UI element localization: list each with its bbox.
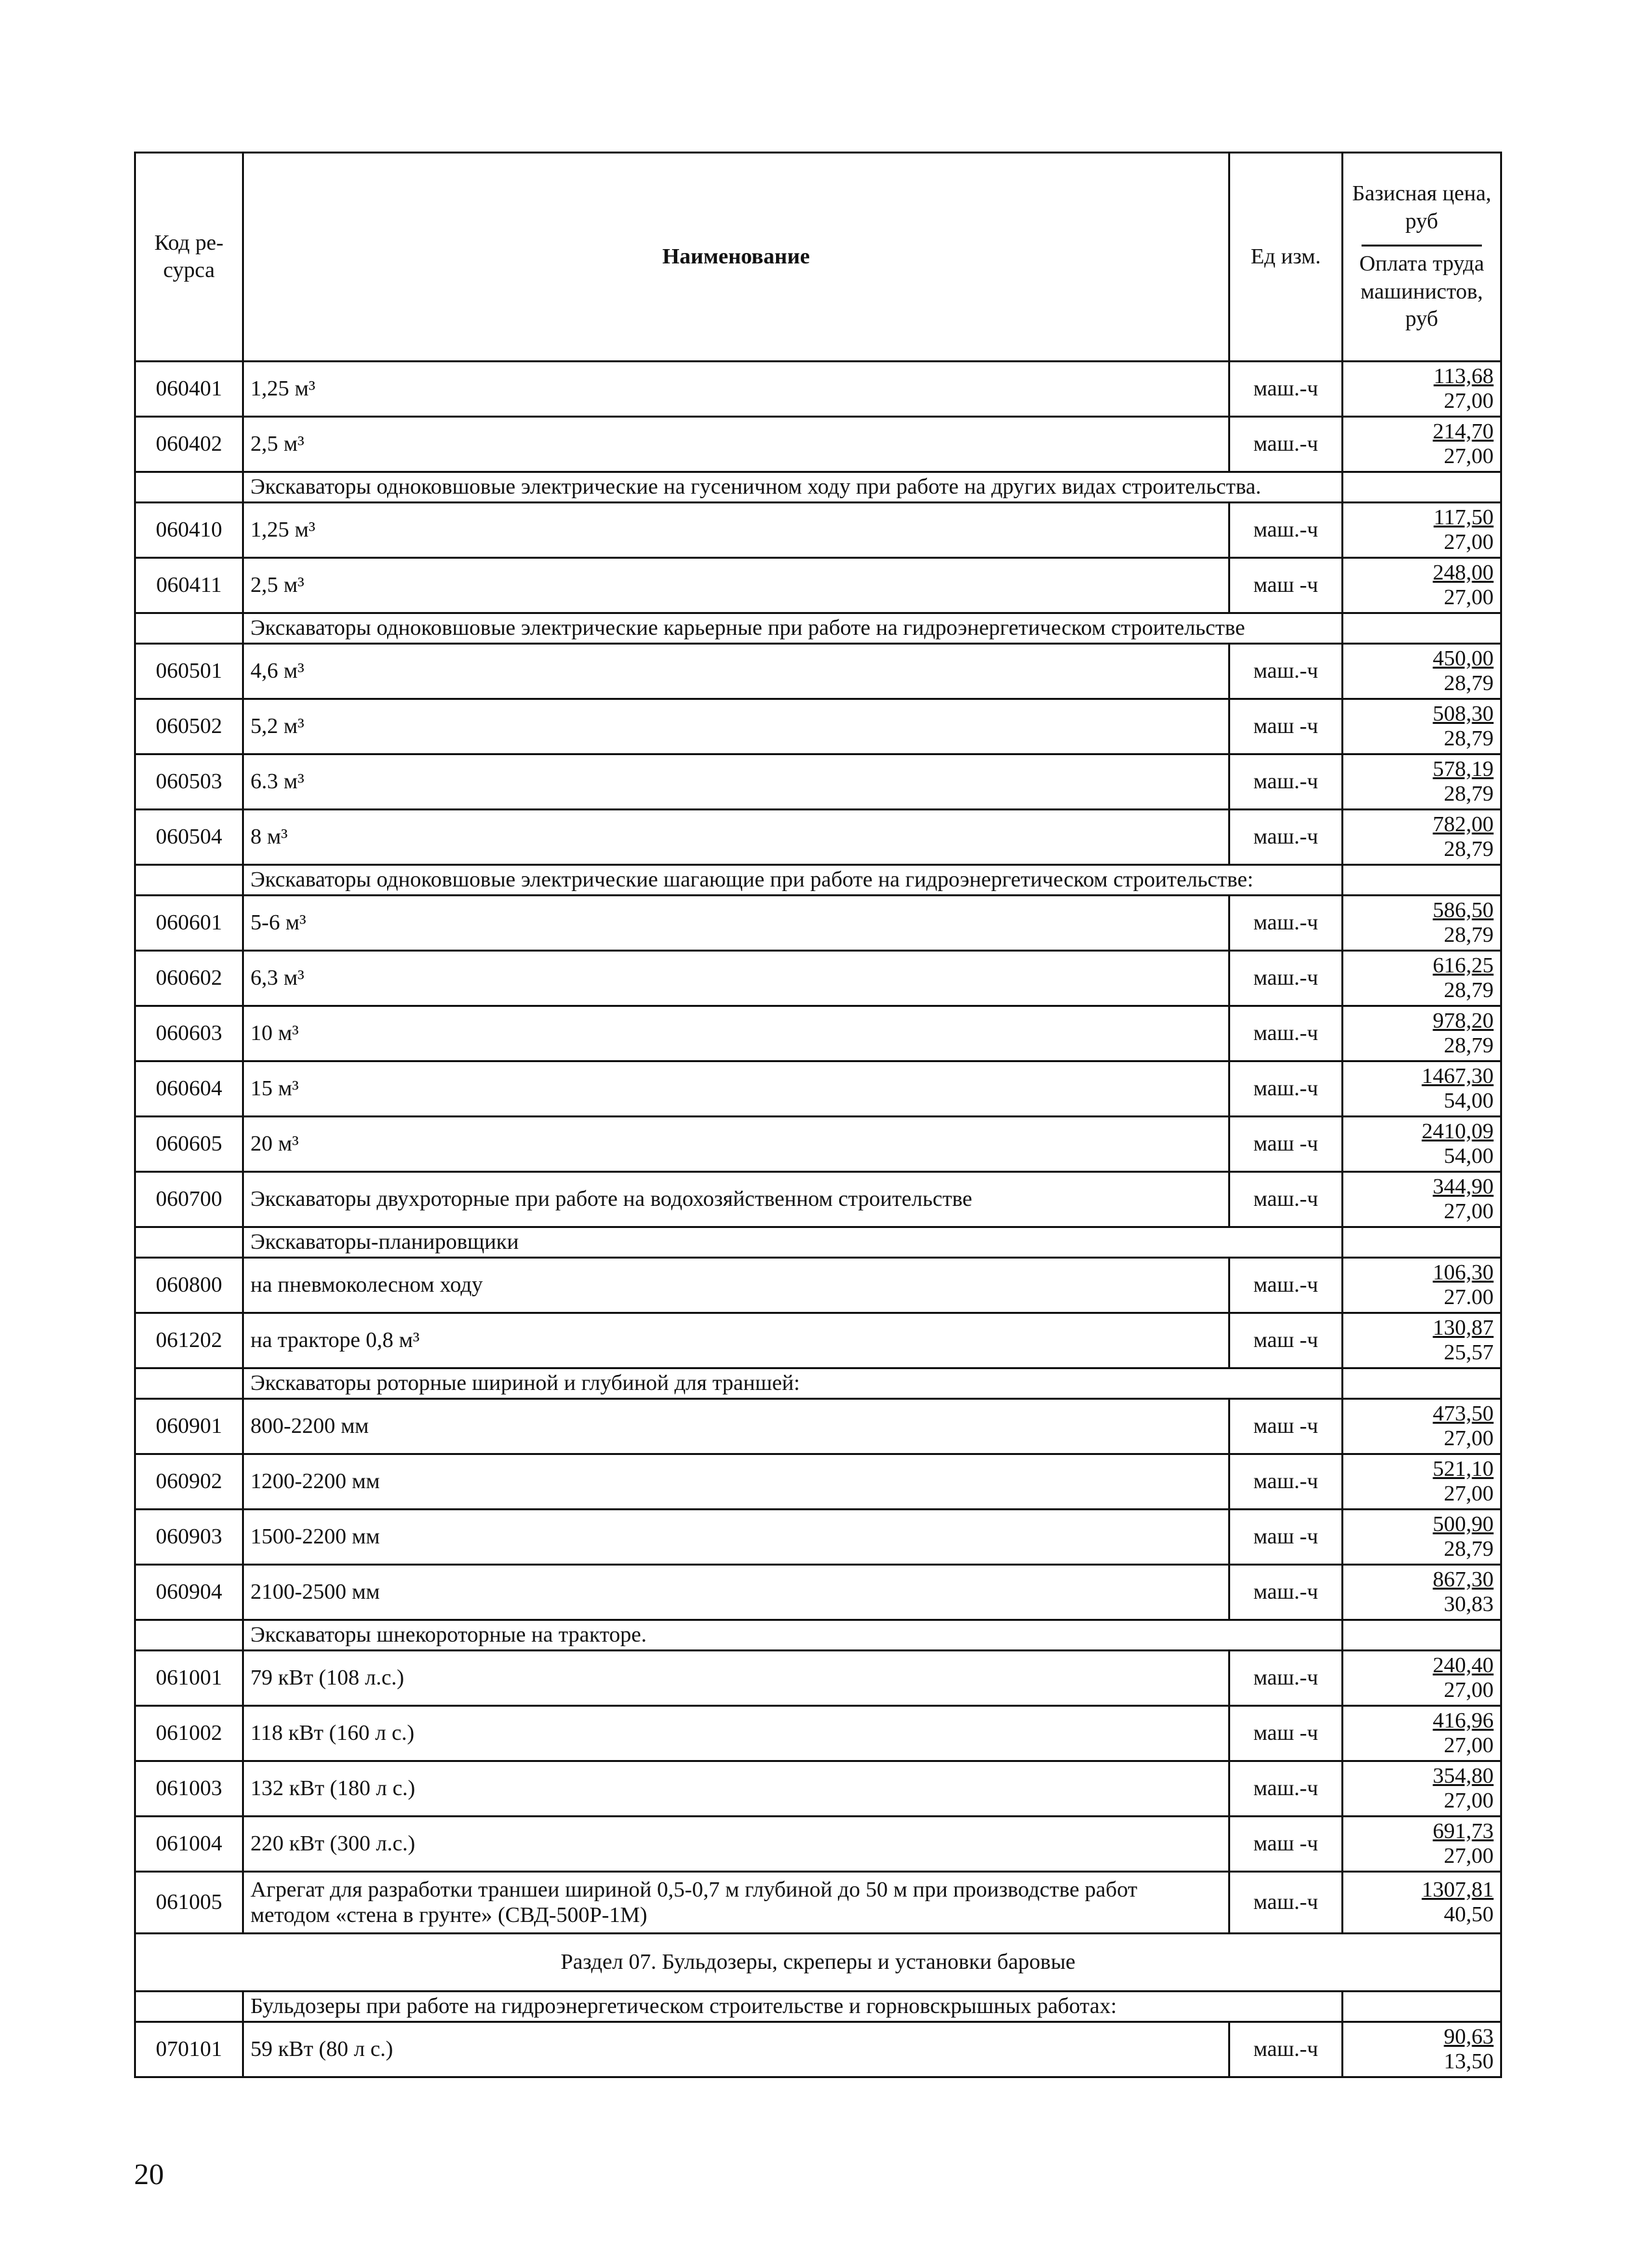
operator-wage: 27,00 <box>1444 444 1494 468</box>
operator-wage: 27,00 <box>1444 585 1494 609</box>
base-price: 500,90 <box>1432 1512 1494 1536</box>
table-row <box>135 810 1501 865</box>
table-row <box>135 362 1501 417</box>
price-cell <box>1343 503 1501 558</box>
base-price: 113,68 <box>1433 364 1494 388</box>
table-row <box>135 951 1501 1006</box>
unit: маш.-ч <box>1229 503 1343 558</box>
table-row <box>135 896 1501 951</box>
table-row <box>135 1761 1501 1817</box>
unit: маш -ч <box>1229 1706 1343 1761</box>
base-price: 616,25 <box>1432 953 1494 978</box>
table-row <box>135 1117 1501 1172</box>
operator-wage: 40,50 <box>1444 1902 1494 1927</box>
resource-name: Экскаваторы двухроторные при работе на водохозяйственном строительстве <box>243 1172 1229 1227</box>
header-price-bottom: Оплата труда машинистов, руб <box>1359 252 1484 332</box>
resource-code: 060601 <box>135 896 243 951</box>
price-cell <box>1343 1006 1501 1061</box>
unit: маш.-ч <box>1229 1061 1343 1117</box>
unit: маш -ч <box>1229 1313 1343 1368</box>
price-cell <box>1343 1172 1501 1227</box>
table-row <box>135 1399 1501 1454</box>
unit: маш.-ч <box>1229 644 1343 699</box>
resource-name: 118 кВт (160 л с.) <box>243 1706 1229 1761</box>
group-heading-row <box>135 613 1501 644</box>
resource-code: 060501 <box>135 644 243 699</box>
resource-code: 060604 <box>135 1061 243 1117</box>
base-price: 473,50 <box>1432 1401 1494 1426</box>
price-cell <box>1343 1454 1501 1510</box>
operator-wage: 30,83 <box>1444 1592 1494 1616</box>
operator-wage: 27,00 <box>1444 1789 1494 1813</box>
base-price: 1467,30 <box>1421 1063 1494 1088</box>
resource-name: 2,5 м³ <box>243 558 1229 613</box>
resource-name: 6.3 м³ <box>243 754 1229 810</box>
resource-code: 060602 <box>135 951 243 1006</box>
resource-code: 061202 <box>135 1313 243 1368</box>
resource-code: 060503 <box>135 754 243 810</box>
resource-code: 061003 <box>135 1761 243 1817</box>
resource-name: 4,6 м³ <box>243 644 1229 699</box>
operator-wage: 27,00 <box>1444 1678 1494 1702</box>
operator-wage: 27.00 <box>1444 1285 1494 1309</box>
operator-wage: 28,79 <box>1444 727 1494 751</box>
resource-code: 060700 <box>135 1172 243 1227</box>
unit: маш.-ч <box>1229 1761 1343 1817</box>
operator-wage: 27,00 <box>1444 1482 1494 1506</box>
base-price: 90,63 <box>1444 2024 1494 2049</box>
resource-name: 2,5 м³ <box>243 417 1229 472</box>
resource-name: 1500-2200 мм <box>243 1510 1229 1565</box>
operator-wage: 27,00 <box>1444 530 1494 554</box>
header-name: Наименование <box>243 153 1229 362</box>
base-price: 782,00 <box>1432 812 1494 836</box>
price-table <box>134 152 1502 2078</box>
resource-name: на пневмоколесном ходу <box>243 1258 1229 1313</box>
resource-name: 1,25 м³ <box>243 503 1229 558</box>
unit: маш.-ч <box>1229 1651 1343 1706</box>
resource-code: 070101 <box>135 2022 243 2077</box>
table-row <box>135 1706 1501 1761</box>
table-row <box>135 754 1501 810</box>
unit: маш.-ч <box>1229 1006 1343 1061</box>
group-heading: Экскаваторы одноковшовые электрические карьерные при работе на гидроэнергетическом строительстве <box>243 613 1343 644</box>
resource-name: 132 кВт (180 л с.) <box>243 1761 1229 1817</box>
price-cell <box>1343 2022 1501 2077</box>
unit: маш -ч <box>1229 558 1343 613</box>
table-row <box>135 1172 1501 1227</box>
group-heading: Экскаваторы роторные шириной и глубиной для траншей: <box>243 1368 1343 1399</box>
base-price: 354,80 <box>1432 1763 1494 1788</box>
header-price <box>1343 153 1501 362</box>
resource-code: 060502 <box>135 699 243 754</box>
table-row <box>135 1006 1501 1061</box>
unit: маш.-ч <box>1229 1565 1343 1620</box>
header-divider <box>1362 245 1482 247</box>
resource-code: 060800 <box>135 1258 243 1313</box>
header-price-top: Базисная цена, руб <box>1352 181 1492 233</box>
price-cell <box>1343 362 1501 417</box>
resource-name: 79 кВт (108 л.с.) <box>243 1651 1229 1706</box>
group-heading-row <box>135 865 1501 896</box>
price-cell <box>1343 951 1501 1006</box>
base-price: 521,10 <box>1432 1456 1494 1481</box>
resource-name: 15 м³ <box>243 1061 1229 1117</box>
base-price: 1307,81 <box>1421 1877 1494 1902</box>
base-price: 450,00 <box>1432 646 1494 671</box>
resource-name: 6,3 м³ <box>243 951 1229 1006</box>
price-cell <box>1343 896 1501 951</box>
group-heading-row <box>135 1227 1501 1258</box>
header-code: Код ре-сурса <box>135 153 243 362</box>
resource-code: 060903 <box>135 1510 243 1565</box>
table-row <box>135 417 1501 472</box>
table-row <box>135 1313 1501 1368</box>
resource-name: Агрегат для разработки траншеи шириной 0,5-0,7 м глубиной до 50 м при производстве работ методом «стена в грунте» (СВД-500Р-1М) <box>243 1872 1229 1934</box>
resource-name: 220 кВт (300 л.с.) <box>243 1817 1229 1872</box>
operator-wage: 27,00 <box>1444 1426 1494 1450</box>
resource-code: 061001 <box>135 1651 243 1706</box>
base-price: 240,40 <box>1432 1653 1494 1677</box>
operator-wage: 13,50 <box>1444 2049 1494 2074</box>
resource-code: 060902 <box>135 1454 243 1510</box>
base-price: 867,30 <box>1432 1567 1494 1592</box>
price-cell <box>1343 1258 1501 1313</box>
base-price: 508,30 <box>1432 701 1494 726</box>
table-header-row <box>135 153 1501 362</box>
base-price: 2410,09 <box>1421 1119 1494 1143</box>
group-heading-row <box>135 1368 1501 1399</box>
price-cell <box>1343 1706 1501 1761</box>
resource-name: 59 кВт (80 л с.) <box>243 2022 1229 2077</box>
base-price: 586,50 <box>1432 898 1494 922</box>
section-heading-row <box>135 1934 1501 1992</box>
resource-code: 060504 <box>135 810 243 865</box>
unit: маш -ч <box>1229 1399 1343 1454</box>
resource-name: на тракторе 0,8 м³ <box>243 1313 1229 1368</box>
group-heading: Экскаваторы одноковшовые электрические на гусеничном ходу при работе на других видах строительства. <box>243 472 1343 503</box>
table-row <box>135 2022 1501 2077</box>
price-cell <box>1343 1651 1501 1706</box>
operator-wage: 54,00 <box>1444 1089 1494 1113</box>
resource-name: 8 м³ <box>243 810 1229 865</box>
price-cell <box>1343 417 1501 472</box>
unit: маш -ч <box>1229 1817 1343 1872</box>
table-row <box>135 1565 1501 1620</box>
unit: маш -ч <box>1229 699 1343 754</box>
unit: маш.-ч <box>1229 951 1343 1006</box>
resource-name: 800-2200 мм <box>243 1399 1229 1454</box>
resource-code: 060402 <box>135 417 243 472</box>
section-heading: Раздел 07. Бульдозеры, скреперы и установки баровые <box>135 1934 1501 1992</box>
operator-wage: 28,79 <box>1444 782 1494 806</box>
group-heading: Экскаваторы-планировщики <box>243 1227 1343 1258</box>
unit: маш.-ч <box>1229 1258 1343 1313</box>
group-heading: Экскаваторы шнекороторные на тракторе. <box>243 1620 1343 1651</box>
price-cell <box>1343 754 1501 810</box>
unit: маш.-ч <box>1229 362 1343 417</box>
operator-wage: 27,00 <box>1444 389 1494 413</box>
table-row <box>135 503 1501 558</box>
group-heading-row <box>135 1620 1501 1651</box>
resource-code: 061004 <box>135 1817 243 1872</box>
operator-wage: 28,79 <box>1444 671 1494 695</box>
unit: маш -ч <box>1229 1117 1343 1172</box>
operator-wage: 25,57 <box>1444 1341 1494 1365</box>
group-heading: Бульдозеры при работе на гидроэнергетическом строительстве и горновскрышных работах: <box>243 1992 1343 2022</box>
base-price: 691,73 <box>1432 1819 1494 1843</box>
unit: маш.-ч <box>1229 754 1343 810</box>
base-price: 130,87 <box>1432 1315 1494 1340</box>
table-row <box>135 699 1501 754</box>
page-number: 20 <box>134 2157 164 2191</box>
table-row <box>135 1510 1501 1565</box>
resource-code: 060401 <box>135 362 243 417</box>
price-cell <box>1343 1565 1501 1620</box>
resource-name: 5,2 м³ <box>243 699 1229 754</box>
price-cell <box>1343 1872 1501 1934</box>
resource-code: 061005 <box>135 1872 243 1934</box>
group-heading-row <box>135 472 1501 503</box>
header-unit: Ед изм. <box>1229 153 1343 362</box>
resource-name: 5-6 м³ <box>243 896 1229 951</box>
table-row <box>135 1454 1501 1510</box>
operator-wage: 28,79 <box>1444 1034 1494 1058</box>
operator-wage: 27,00 <box>1444 1844 1494 1868</box>
unit: маш.-ч <box>1229 1172 1343 1227</box>
table-row <box>135 1872 1501 1934</box>
price-cell <box>1343 1399 1501 1454</box>
base-price: 214,70 <box>1432 419 1494 444</box>
resource-name: 2100-2500 мм <box>243 1565 1229 1620</box>
unit: маш -ч <box>1229 1510 1343 1565</box>
price-cell <box>1343 1117 1501 1172</box>
base-price: 106,30 <box>1432 1260 1494 1285</box>
base-price: 248,00 <box>1432 560 1494 585</box>
resource-name: 20 м³ <box>243 1117 1229 1172</box>
table-row <box>135 1258 1501 1313</box>
unit: маш.-ч <box>1229 417 1343 472</box>
resource-code: 060605 <box>135 1117 243 1172</box>
table-row <box>135 1651 1501 1706</box>
resource-code: 060901 <box>135 1399 243 1454</box>
resource-name: 1,25 м³ <box>243 362 1229 417</box>
operator-wage: 54,00 <box>1444 1144 1494 1168</box>
operator-wage: 27,00 <box>1444 1199 1494 1223</box>
resource-name: 1200-2200 мм <box>243 1454 1229 1510</box>
table-row <box>135 558 1501 613</box>
resource-code: 061002 <box>135 1706 243 1761</box>
base-price: 117,50 <box>1433 505 1494 529</box>
unit: маш.-ч <box>1229 810 1343 865</box>
resource-name: 10 м³ <box>243 1006 1229 1061</box>
price-cell <box>1343 1817 1501 1872</box>
price-cell <box>1343 1510 1501 1565</box>
base-price: 416,96 <box>1432 1708 1494 1733</box>
table-row <box>135 1817 1501 1872</box>
price-cell <box>1343 644 1501 699</box>
price-cell <box>1343 1313 1501 1368</box>
resource-code: 060410 <box>135 503 243 558</box>
operator-wage: 28,79 <box>1444 923 1494 947</box>
unit: маш.-ч <box>1229 1454 1343 1510</box>
operator-wage: 28,79 <box>1444 837 1494 861</box>
base-price: 978,20 <box>1432 1008 1494 1033</box>
group-heading-row <box>135 1992 1501 2022</box>
price-cell <box>1343 558 1501 613</box>
base-price: 578,19 <box>1432 756 1494 781</box>
base-price: 344,90 <box>1432 1174 1494 1199</box>
unit: маш.-ч <box>1229 1872 1343 1934</box>
unit: маш.-ч <box>1229 896 1343 951</box>
resource-code: 060603 <box>135 1006 243 1061</box>
table-row <box>135 644 1501 699</box>
resource-code: 060904 <box>135 1565 243 1620</box>
price-cell <box>1343 810 1501 865</box>
table-row <box>135 1061 1501 1117</box>
unit: маш.-ч <box>1229 2022 1343 2077</box>
operator-wage: 28,79 <box>1444 978 1494 1002</box>
group-heading: Экскаваторы одноковшовые электрические шагающие при работе на гидроэнергетическом строительстве: <box>243 865 1343 896</box>
price-cell <box>1343 699 1501 754</box>
operator-wage: 28,79 <box>1444 1537 1494 1561</box>
price-cell <box>1343 1061 1501 1117</box>
operator-wage: 27,00 <box>1444 1733 1494 1757</box>
resource-code: 060411 <box>135 558 243 613</box>
price-cell <box>1343 1761 1501 1817</box>
